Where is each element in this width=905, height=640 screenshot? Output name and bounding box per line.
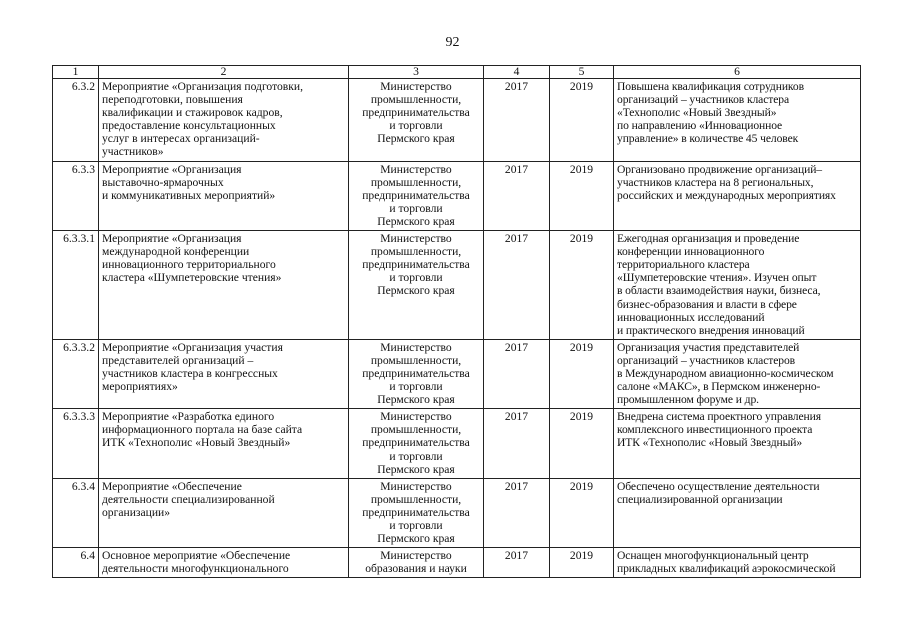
expected-result-line: Оснащен многофункциональный центр (617, 549, 809, 563)
expected-result-line: промышленном форуме и др. (617, 393, 759, 407)
item-number-cell: 6.3.3.2 (53, 339, 99, 408)
item-number-cell: 6.3.3.1 (53, 231, 99, 340)
measure-name-line: Мероприятие «Организация (102, 232, 242, 246)
header-row (53, 66, 861, 79)
executor-line: Пермского края (377, 284, 455, 298)
measure-name-line: ИТК «Технополис «Новый Звездный» (102, 436, 291, 450)
column-header: 5 (550, 66, 614, 79)
expected-result-line: и практического внедрения инноваций (617, 323, 805, 337)
measure-name-line: квалификации и стажировок кадров, (102, 106, 283, 120)
expected-result-line: инновационных исследований (617, 310, 765, 324)
measure-name-cell (99, 79, 349, 162)
expected-result-cell (614, 339, 861, 408)
executor-line: предпринимательства (362, 436, 470, 450)
expected-result-cell (614, 161, 861, 230)
executor-line: Пермского края (377, 393, 455, 407)
start-year-cell: 2017 (484, 339, 550, 408)
start-year-cell: 2017 (484, 231, 550, 340)
expected-result-line: Организация участия представителей (617, 340, 800, 354)
expected-result-line: «Технополис «Новый Звездный» (617, 106, 777, 120)
expected-result-line: организаций – участников кластеров (617, 353, 796, 367)
measure-name-line: деятельности специализированной (102, 492, 275, 506)
executor-line: Министерство (380, 162, 452, 176)
executor-line: промышленности, (370, 423, 462, 437)
executor-line: промышленности, (370, 175, 462, 189)
executor-line: промышленности, (370, 353, 462, 367)
table-row (53, 339, 861, 408)
expected-result-line: участников кластера на 8 региональных, (617, 175, 814, 189)
item-number-cell: 6.3.2 (53, 79, 99, 162)
item-number-cell: 6.3.3.3 (53, 409, 99, 478)
executor-line: предпринимательства (362, 505, 470, 519)
measure-name-line: Мероприятие «Организация (102, 162, 242, 176)
expected-result-line: российских и международных мероприятиях (617, 188, 836, 202)
executor-line: Пермского края (377, 132, 455, 146)
executor-line: Министерство (380, 479, 452, 493)
expected-result-line: Повышена квалификация сотрудников (617, 80, 804, 93)
end-year-cell: 2019 (550, 409, 614, 478)
expected-result-line: ИТК «Технополис «Новый Звездный» (617, 436, 803, 450)
expected-result-line: прикладных квалификаций аэрокосмической (617, 562, 836, 576)
measure-name-line: участников» (102, 145, 164, 159)
start-year-cell: 2017 (484, 548, 550, 578)
executor-line: и торговли (389, 119, 443, 133)
column-header: 4 (484, 66, 550, 79)
expected-result-line: управление» в количестве 45 человек (617, 132, 799, 146)
measure-name-cell (99, 478, 349, 547)
executor-line: Министерство (380, 549, 452, 563)
table-row (53, 231, 861, 340)
executor-line: Пермского края (377, 214, 455, 228)
measure-name-line: Мероприятие «Разработка единого (102, 410, 275, 424)
measure-name-line: кластера «Шумпетеровские чтения» (102, 271, 282, 285)
start-year-cell: 2017 (484, 79, 550, 162)
measure-name-line: международной конференции (102, 245, 250, 259)
column-header: 6 (614, 66, 861, 79)
start-year-cell: 2017 (484, 409, 550, 478)
end-year-cell: 2019 (550, 478, 614, 547)
measure-name-line: представителей организаций – (102, 353, 254, 367)
table-row (53, 79, 861, 162)
expected-result-cell (614, 548, 861, 578)
program-table (52, 65, 861, 578)
start-year-cell: 2017 (484, 161, 550, 230)
expected-result-line: по направлению «Инновационное (617, 119, 783, 133)
column-header: 2 (99, 66, 349, 79)
executor-line: и торговли (389, 271, 443, 285)
expected-result-line: конференции инновационного (617, 245, 765, 259)
executor-line: предпринимательства (362, 188, 470, 202)
expected-result-cell (614, 478, 861, 547)
executor-line: Министерство (380, 410, 452, 424)
executor-line: и торговли (389, 201, 443, 215)
measure-name-line: инновационного территориального (102, 258, 276, 272)
executor-cell (349, 161, 484, 230)
measure-name-line: выставочно-ярмарочных (102, 175, 224, 189)
executor-line: образования и науки (365, 562, 467, 576)
measure-name-cell (99, 409, 349, 478)
expected-result-cell (614, 409, 861, 478)
measure-name-line: услуг в интересах организаций- (102, 132, 260, 146)
measure-name-line: Мероприятие «Организация участия (102, 340, 283, 354)
executor-line: Министерство (380, 232, 452, 246)
table-row (53, 161, 861, 230)
executor-cell (349, 79, 484, 162)
expected-result-line: в области взаимодействия науки, бизнеса, (617, 284, 821, 298)
executor-line: предпринимательства (362, 106, 470, 120)
item-number-cell: 6.3.4 (53, 478, 99, 547)
start-year-cell: 2017 (484, 478, 550, 547)
column-header: 3 (349, 66, 484, 79)
measure-name-line: Основное мероприятие «Обеспечение (102, 549, 291, 563)
page-number: 92 (445, 35, 460, 50)
executor-line: и торговли (389, 519, 443, 532)
executor-cell (349, 231, 484, 340)
executor-line: промышленности, (370, 492, 462, 506)
expected-result-line: бизнес-образования и власти в сфере (617, 297, 797, 311)
expected-result-line: Внедрена система проектного управления (617, 410, 821, 424)
table-body (53, 79, 861, 578)
end-year-cell: 2019 (550, 339, 614, 408)
executor-line: промышленности, (370, 245, 462, 259)
expected-result-line: Обеспечено осуществление деятельности (617, 479, 820, 493)
executor-line: Пермского края (377, 532, 455, 546)
measure-name-line: информационного портала на базе сайта (102, 423, 303, 437)
table-row (53, 548, 861, 578)
item-number-cell: 6.4 (53, 548, 99, 578)
end-year-cell: 2019 (550, 79, 614, 162)
expected-result-line: Ежегодная организация и проведение (617, 232, 800, 246)
executor-cell (349, 409, 484, 478)
executor-line: промышленности, (370, 93, 462, 107)
measure-name-line: переподготовки, повышения (102, 93, 243, 107)
measure-name-cell (99, 548, 349, 578)
executor-cell (349, 339, 484, 408)
executor-line: Министерство (380, 340, 452, 354)
expected-result-line: территориального кластера (617, 258, 750, 272)
table-row (53, 478, 861, 547)
executor-line: предпринимательства (362, 366, 470, 380)
executor-cell (349, 548, 484, 578)
expected-result-line: в Международном авиационно-космическом (617, 366, 834, 380)
expected-result-cell (614, 231, 861, 340)
table-row (53, 409, 861, 478)
measure-name-line: деятельности многофункционального (102, 562, 289, 576)
executor-line: Министерство (380, 80, 452, 93)
end-year-cell: 2019 (550, 161, 614, 230)
measure-name-line: мероприятиях» (102, 380, 178, 394)
measure-name-line: участников кластера в конгрессных (102, 366, 278, 380)
measure-name-line: и коммуникативных мероприятий» (102, 188, 276, 202)
expected-result-line: комплексного инвестиционного проекта (617, 423, 813, 437)
expected-result-cell (614, 79, 861, 162)
measure-name-line: предоставление консультационных (102, 119, 276, 133)
expected-result-line: организаций – участников кластера (617, 93, 790, 107)
measure-name-line: организации» (102, 505, 171, 519)
measure-name-cell (99, 339, 349, 408)
executor-line: и торговли (389, 449, 443, 463)
end-year-cell: 2019 (550, 548, 614, 578)
expected-result-line: «Шумпетеровские чтения». Изучен опыт (617, 271, 817, 285)
column-header: 1 (53, 66, 99, 79)
expected-result-line: Организовано продвижение организаций– (617, 162, 822, 176)
measure-name-line: Мероприятие «Обеспечение (102, 479, 242, 493)
measure-name-cell (99, 231, 349, 340)
expected-result-line: специализированной организации (617, 492, 783, 506)
expected-result-line: салоне «МАКС», в Пермском инженерно- (617, 380, 821, 394)
measure-name-line: Мероприятие «Организация подготовки, (102, 80, 303, 93)
executor-line: Пермского края (377, 462, 455, 476)
measure-name-cell (99, 161, 349, 230)
executor-line: предпринимательства (362, 258, 470, 272)
end-year-cell: 2019 (550, 231, 614, 340)
executor-line: и торговли (389, 380, 443, 394)
item-number-cell: 6.3.3 (53, 161, 99, 230)
executor-cell (349, 478, 484, 547)
